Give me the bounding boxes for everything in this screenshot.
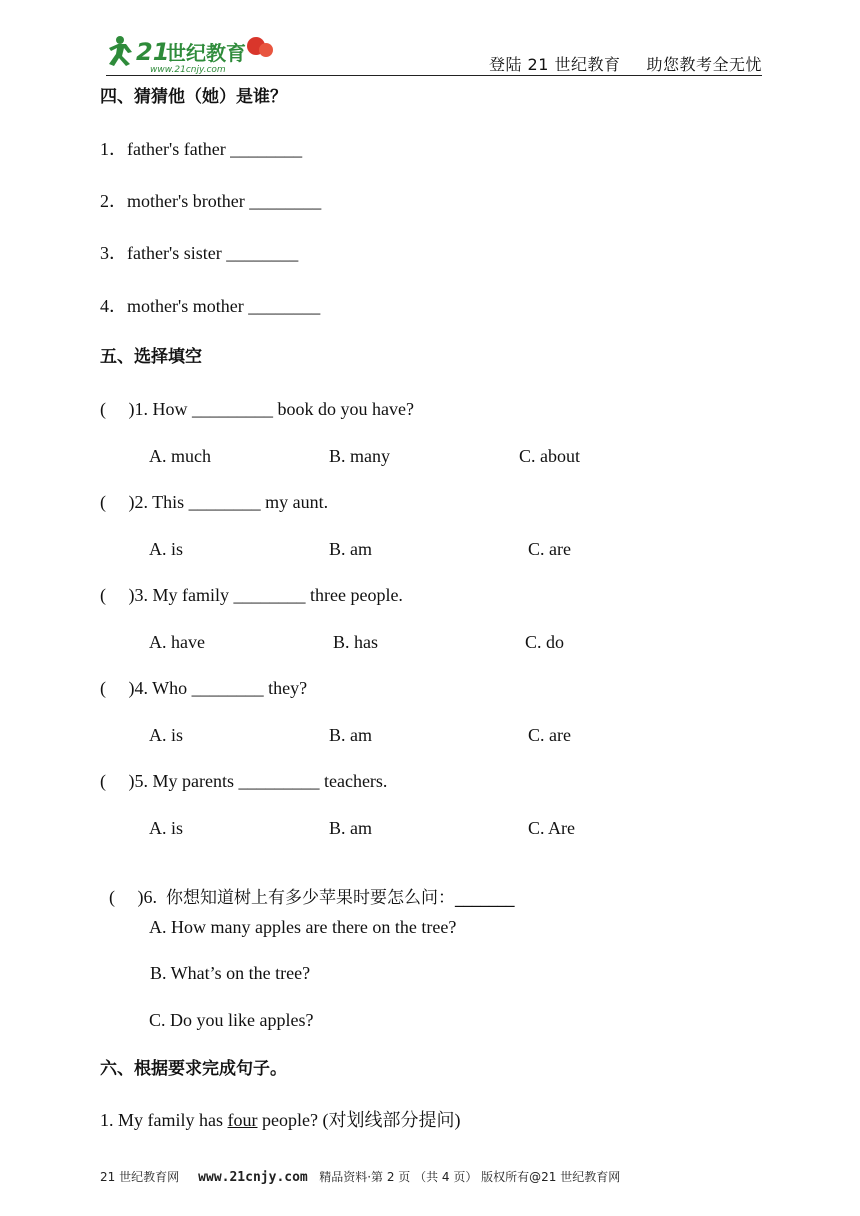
question-1-stem: ( )1. How _________ book do you have?: [100, 399, 414, 419]
question-1-option-a: A. much: [149, 446, 211, 466]
question-6-option-a: A. How many apples are there on the tree?: [149, 917, 457, 937]
section4-item-2: 2．mother's brother ________: [100, 191, 322, 211]
header-slogan: [489, 52, 762, 75]
header-slogan-left: 登陆 21 世纪教育: [488, 55, 621, 74]
section6-q1-before: 1. My family has: [100, 1110, 228, 1130]
question-3-stem: ( )3. My family ________ three people.: [100, 585, 403, 605]
section6-question-1: [100, 1109, 460, 1131]
question-6-option-c: C. Do you like apples?: [149, 1010, 314, 1030]
question-4-option-c: C. are: [528, 725, 571, 745]
question-6-option-b: B. What’s on the tree?: [150, 963, 311, 983]
section6-q1-after: people? (对划线部分提问): [257, 1110, 461, 1130]
section4-item-1: 1．father's father ________: [100, 139, 303, 159]
section5-title: 五、选择填空: [100, 347, 202, 367]
logo-text: 世纪教育: [166, 41, 246, 65]
question-2-option-b: B. am: [329, 539, 372, 559]
question-4-option-b: B. am: [329, 725, 372, 745]
question-5-option-b: B. am: [329, 818, 372, 838]
section4-item-4: 4．mother's mother ________: [100, 296, 321, 316]
question-6-text: 你想知道树上有多少苹果时要怎么问：_______: [166, 888, 515, 908]
question-6-prefix: ( )6.: [109, 887, 157, 907]
svg-text:21: 21: [136, 38, 170, 66]
question-4-stem: ( )4. Who ________ they?: [100, 678, 308, 698]
section6-q1-underlined: four: [227, 1110, 258, 1130]
question-3-option-a: A. have: [149, 632, 205, 652]
footer-left: 21 世纪教育网: [100, 1170, 180, 1184]
header-slogan-right: 助您教考全无忧: [646, 55, 762, 74]
section4-item-3: 3．father's sister ________: [100, 243, 299, 263]
section6-title: 六、根据要求完成句子。: [100, 1059, 287, 1079]
question-2-option-c: C. are: [528, 539, 571, 559]
site-logo: [106, 32, 282, 74]
question-5-option-c: C. Are: [528, 818, 575, 838]
page-footer: [100, 1168, 620, 1185]
header-divider: [106, 75, 762, 76]
question-2-option-a: A. is: [149, 539, 184, 559]
question-2-stem: ( )2. This ________ my aunt.: [100, 492, 329, 512]
footer-site: www.21cnjy.com: [198, 1170, 308, 1185]
question-4-option-a: A. is: [149, 725, 184, 745]
page-header: [106, 28, 762, 76]
question-5-stem: ( )5. My parents _________ teachers.: [100, 771, 388, 791]
question-1-option-c: C. about: [519, 446, 580, 466]
question-6-stem: [100, 864, 515, 909]
svg-text:www.21cnjy.com: www.21cnjy.com: [150, 65, 226, 74]
question-3-option-c: C. do: [525, 632, 565, 652]
question-5-option-a: A. is: [149, 818, 184, 838]
question-3-option-b: B. has: [333, 632, 378, 652]
section4-title: 四、猜猜他（她）是谁？: [100, 87, 287, 107]
question-1-option-b: B. many: [329, 446, 390, 466]
footer-right: 精品资料·第 2 页 （共 4 页） 版权所有@21 世纪教育网: [319, 1170, 621, 1184]
